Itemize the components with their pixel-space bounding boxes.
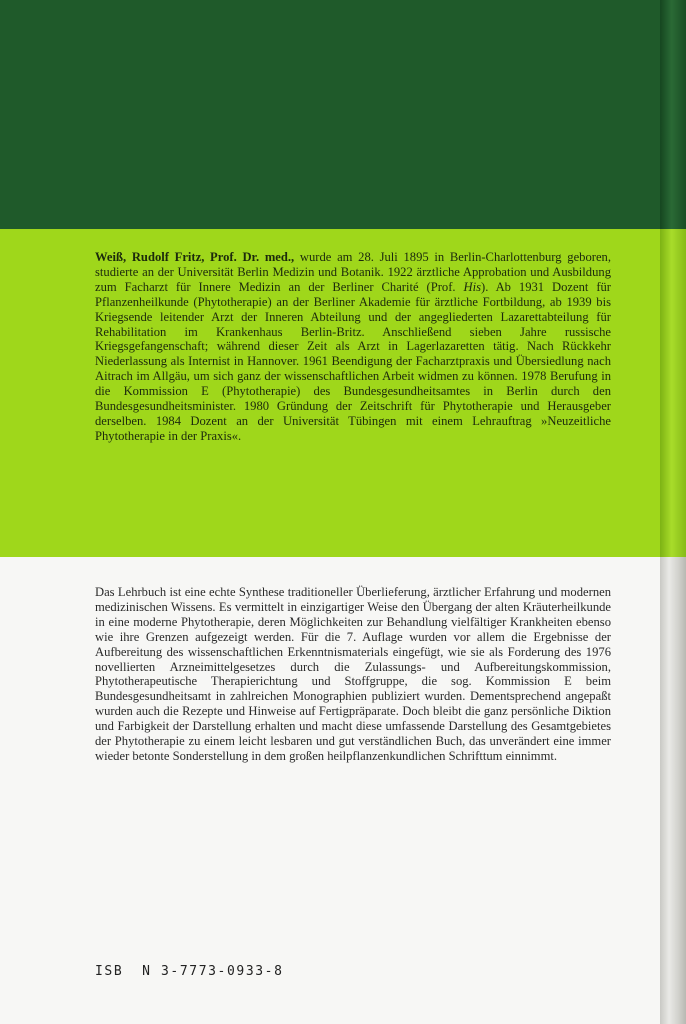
author-biography	[95, 250, 611, 444]
spine-edge-dark-green	[660, 0, 686, 229]
isbn-prefix: ISB	[95, 964, 124, 979]
isbn-number	[95, 964, 284, 979]
bio-his-name: His	[463, 279, 481, 294]
book-description: Das Lehrbuch ist eine echte Synthese traditioneller Überlieferung, ärztlicher Erfahrung und modernen medizinischen Wissens. Es vermittelt in einzigartiger Weise den Übergang der alten Kräuterheilkunde in eine moderne Phytotherapie, deren Möglichkeiten zur Behandlung vielfältiger Krankheiten ebenso wie ihre Grenzen aufgezeigt werden. Für die 7. Auflage wurden vor allem die Ergebnisse der Aufbereitung des wissenschaftlichen Erkenntnismaterials eingefügt, wie sie als Forderung des 1976 novellierten Arzneimittelgesetzes durch die Zulassungs- und Aufbereitungskommission, Phytotherapeutische Therapierichtung und Stoffgruppe, die sog. Kommission E beim Bundesgesundheitsamt in zahlreichen Monographien publiziert wurden. Dementsprechend angepaßt wurden auch die Rezepte und Hinweise auf Fertigpräparate. Doch bleibt die ganz persönliche Diktion und Farbigkeit der Darstellung erhalten und macht diese umfassende Darstellung des Gesamtgebietes der Phytotherapie zu einem leicht lesbaren und gut verständlichen Buch, das unverändert eine immer wieder betonte Sonderstellung in dem großen heilpflanzenkundlichen Schrifttum einnimmt.	[95, 585, 611, 763]
top-color-band	[0, 0, 660, 229]
spine-edge-light-green	[660, 229, 686, 557]
bio-text-part-1: wurde am 28. Juli 1895 in Berlin-Charlottenburg geboren, studierte an der Universität Berlin Medizin und Botanik. 1922 ärztliche Approbation und Ausbildung zum Facharzt für Innere Medizin an der Berliner Charité (Prof.	[95, 250, 611, 294]
bio-text-part-2: ). Ab 1931 Dozent für Pflanzenheilkunde (Phytotherapie) an der Berliner Akademie für ärztliche Fortbildung, ab 1939 bis Kriegsende leitender Arzt der Inneren Abteilung und der angegliederten Lazarettabteilung für Rehabilitation im Krankenhaus Berlin-Britz. Anschließend sieben Jahre russische Kriegsgefangenschaft; während dieser Zeit als Arzt in Lagerlazaretten tätig. Nach Rückkehr Niederlassung als Internist in Hannover. 1961 Beendigung der Facharztpraxis und Übersiedlung nach Aitrach im Allgäu, um sich ganz der wissenschaftlichen Arbeit widmen zu können. 1978 Berufung in die Kommission E (Phytotherapie) des Bundesgesundheitsamtes in Berlin durch den Bundesgesundheitsminister. 1980 Gründung der Zeitschrift für Phytotherapie und Herausgeber derselben. 1984 Dozent an der Universität Tübingen mit einem Lehrauftrag »Neuzeitliche Phytotherapie in der Praxis«.	[95, 279, 612, 443]
author-name: Weiß, Rudolf Fritz, Prof. Dr. med.,	[95, 250, 295, 264]
isbn-code: N 3-7773-0933-8	[142, 964, 284, 979]
